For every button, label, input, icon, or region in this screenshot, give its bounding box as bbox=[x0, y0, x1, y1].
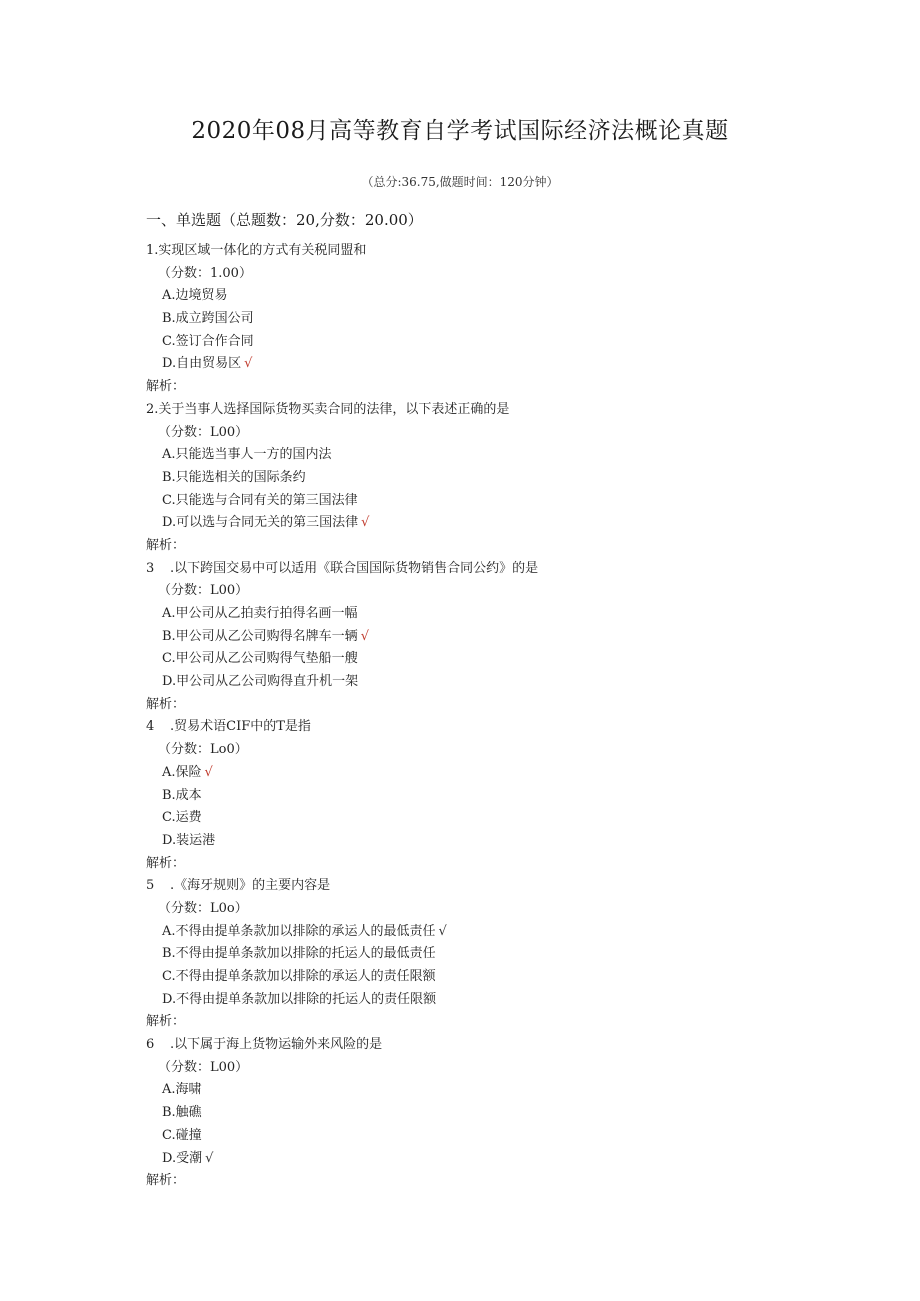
option-b[interactable] bbox=[146, 785, 846, 808]
option-d[interactable] bbox=[146, 671, 846, 694]
option-d[interactable] bbox=[146, 989, 846, 1012]
question-number: 4 bbox=[146, 719, 155, 735]
check-mark-icon: √ bbox=[360, 628, 369, 644]
check-mark-icon: √ bbox=[204, 764, 213, 780]
option-a[interactable] bbox=[146, 762, 846, 785]
option-label: B.成立跨国公司 bbox=[162, 311, 254, 327]
option-d[interactable] bbox=[146, 1148, 846, 1171]
option-label: D.不得由提单条款加以排除的托运人的责任限额 bbox=[162, 991, 437, 1007]
question-4 bbox=[146, 716, 846, 875]
option-c[interactable] bbox=[146, 807, 846, 830]
option-label: D.受潮 bbox=[162, 1150, 203, 1166]
check-mark-icon: √ bbox=[438, 923, 447, 939]
question-stem bbox=[146, 1034, 846, 1057]
question-text: .贸易术语CIF中的T是指 bbox=[170, 719, 311, 735]
option-label: C.签订合作合同 bbox=[162, 333, 254, 349]
option-a[interactable] bbox=[146, 285, 846, 308]
question-number: 2. bbox=[146, 401, 159, 417]
option-label: B.甲公司从乙公司购得名牌车一辆 bbox=[162, 628, 358, 644]
question-text: .《海牙规则》的主要内容是 bbox=[170, 878, 331, 894]
question-stem bbox=[146, 399, 846, 422]
option-label: C.碰撞 bbox=[162, 1127, 202, 1143]
question-stem bbox=[146, 558, 846, 581]
option-c[interactable] bbox=[146, 648, 846, 671]
option-label: B.触礁 bbox=[162, 1105, 202, 1121]
option-b[interactable] bbox=[146, 467, 846, 490]
question-stem bbox=[146, 875, 846, 898]
check-mark-icon: √ bbox=[244, 356, 253, 372]
option-label: D.自由贸易区 bbox=[162, 356, 242, 372]
option-d[interactable] bbox=[146, 830, 846, 853]
option-c[interactable] bbox=[146, 490, 846, 513]
page-title: 2020年08月高等教育自学考试国际经济法概论真题 bbox=[191, 118, 729, 144]
option-a[interactable] bbox=[146, 1079, 846, 1102]
option-c[interactable] bbox=[146, 1125, 846, 1148]
analysis-label: 解析： bbox=[146, 379, 186, 395]
option-label: A.海啸 bbox=[162, 1082, 202, 1098]
analysis-label: 解析： bbox=[146, 1173, 186, 1189]
analysis-label: 解析： bbox=[146, 696, 186, 712]
option-label: A.甲公司从乙拍卖行拍得名画一幅 bbox=[162, 606, 358, 621]
check-mark-icon: √ bbox=[361, 515, 370, 531]
analysis-label: 解析： bbox=[146, 1014, 186, 1030]
option-d[interactable] bbox=[146, 512, 846, 535]
question-1 bbox=[146, 240, 846, 399]
option-c[interactable] bbox=[146, 331, 846, 354]
question-score: （分数：L00） bbox=[158, 1059, 249, 1075]
option-label: A.不得由提单条款加以排除的承运人的最低责任 bbox=[162, 923, 436, 939]
option-label: A.只能选当事人一方的国内法 bbox=[162, 447, 332, 463]
option-b[interactable] bbox=[146, 626, 846, 649]
option-label: B.只能选相关的国际条约 bbox=[162, 469, 306, 485]
question-score: （分数：1.00） bbox=[158, 265, 252, 281]
analysis-label: 解析： bbox=[146, 537, 186, 553]
option-a[interactable] bbox=[146, 444, 846, 467]
question-3 bbox=[146, 558, 846, 717]
question-text: 实现区域一体化的方式有关税同盟和 bbox=[158, 243, 367, 258]
question-number: 3 bbox=[146, 560, 155, 576]
option-b[interactable] bbox=[146, 1102, 846, 1125]
option-label: A.边境贸易 bbox=[162, 288, 228, 304]
option-label: B.不得由提单条款加以排除的托运人的最低责任 bbox=[162, 946, 436, 962]
question-number: 1. bbox=[146, 243, 159, 258]
option-b[interactable] bbox=[146, 308, 846, 331]
question-score: （分数：Lo0） bbox=[158, 742, 248, 758]
question-text: .以下跨国交易中可以适用《联合国国际货物销售合同公约》的是 bbox=[170, 560, 539, 576]
question-5 bbox=[146, 875, 846, 1034]
option-a[interactable] bbox=[146, 921, 846, 944]
option-label: B.成本 bbox=[162, 787, 202, 803]
option-c[interactable] bbox=[146, 966, 846, 989]
option-label: C.甲公司从乙公司购得气垫船一艘 bbox=[162, 651, 358, 667]
question-stem bbox=[146, 716, 846, 739]
option-label: C.只能选与合同有关的第三国法律 bbox=[162, 492, 358, 508]
option-label: D.装运港 bbox=[162, 832, 216, 848]
exam-meta: （总分:36.75,做题时间：120分钟） bbox=[361, 175, 559, 189]
question-list bbox=[146, 240, 846, 1193]
question-score: （分数：L00） bbox=[158, 583, 249, 599]
question-score: （分数：L0o） bbox=[158, 900, 248, 916]
option-label: C.运费 bbox=[162, 810, 202, 826]
question-number: 6 bbox=[146, 1037, 155, 1053]
question-6 bbox=[146, 1034, 846, 1193]
question-number: 5 bbox=[146, 878, 155, 894]
question-text: 关于当事人选择国际货物买卖合同的法律，以下表述正确的是 bbox=[158, 401, 510, 417]
option-label: D.可以选与合同无关的第三国法律 bbox=[162, 515, 359, 531]
question-stem bbox=[146, 240, 846, 263]
option-label: D.甲公司从乙公司购得直升机一架 bbox=[162, 674, 359, 690]
option-b[interactable] bbox=[146, 943, 846, 966]
option-label: A.保险 bbox=[162, 764, 202, 780]
option-label: C.不得由提单条款加以排除的承运人的责任限额 bbox=[162, 969, 436, 984]
option-d[interactable] bbox=[146, 353, 846, 376]
question-text: .以下属于海上货物运输外来风险的是 bbox=[170, 1037, 383, 1053]
question-score: （分数：L00） bbox=[158, 424, 249, 440]
question-2 bbox=[146, 399, 846, 558]
section-heading: 一、单选题（总题数：20,分数：20.00） bbox=[146, 211, 423, 229]
analysis-label: 解析： bbox=[146, 855, 186, 871]
check-mark-icon: √ bbox=[205, 1150, 214, 1166]
option-a[interactable] bbox=[146, 603, 846, 626]
